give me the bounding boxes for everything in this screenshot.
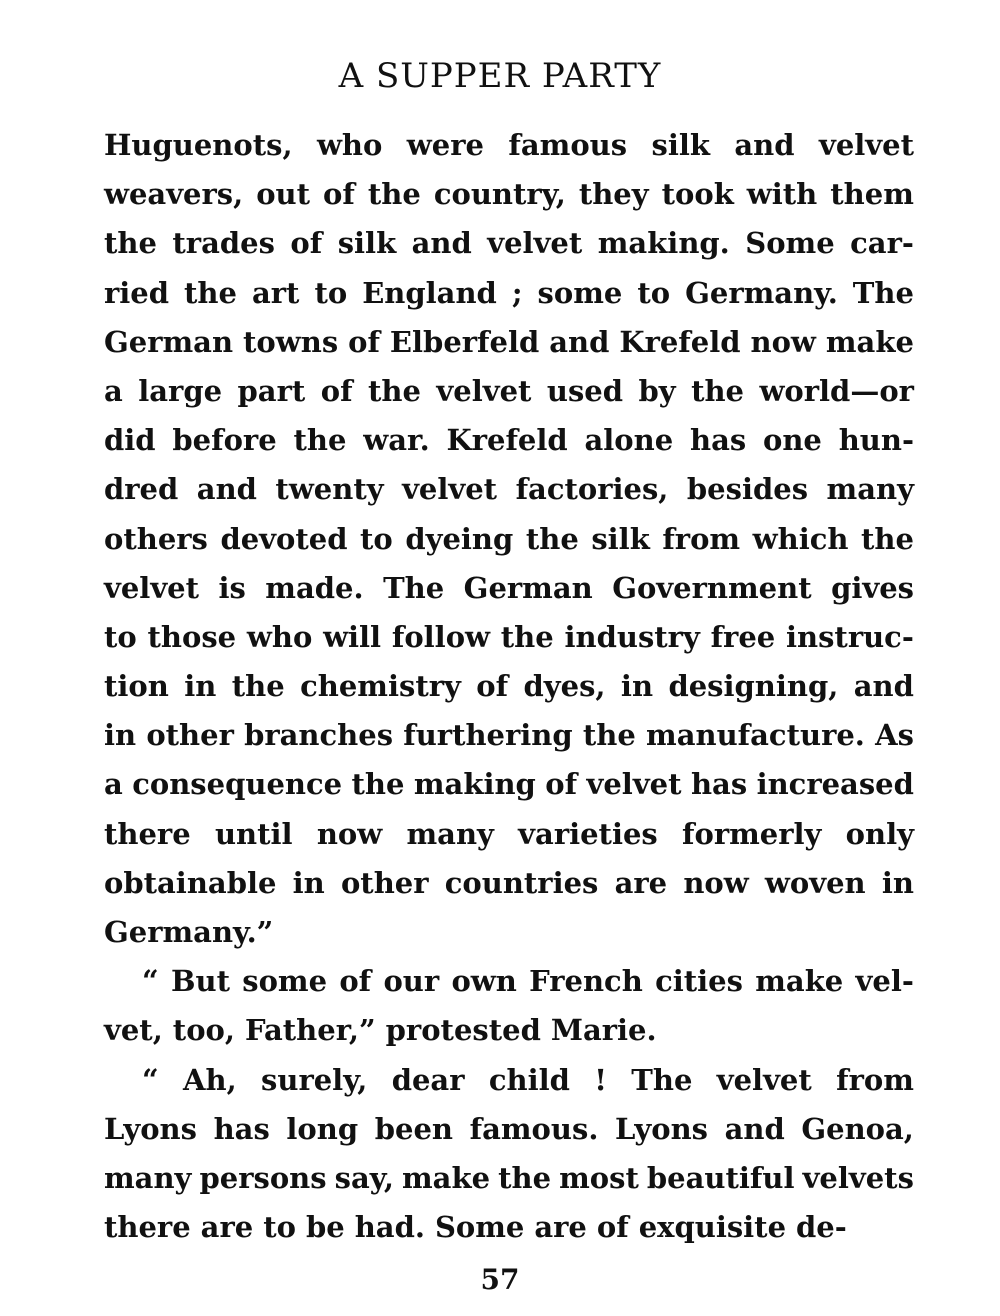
text-line: weavers, out of the country, they took with them [104, 177, 914, 212]
text-line: did before the war. Krefeld alone has one hun- [104, 423, 914, 458]
body-text [104, 121, 914, 1252]
running-title: A SUPPER PARTY [338, 56, 662, 96]
text-line: in other branches furthering the manufacture. As [104, 718, 914, 753]
text-line: vet, too, Father,” protested Marie. [104, 1013, 657, 1048]
text-line: obtainable in other countries are now woven in [104, 865, 914, 900]
text-line: tion in the chemistry of dyes, in designing, and [104, 669, 914, 704]
text-line: German towns of Elberfeld and Krefeld now make [104, 324, 914, 359]
text-line: ried the art to England ; some to Germany. The [104, 275, 914, 310]
text-line: there until now many varieties formerly only [104, 816, 914, 851]
text-line: the trades of silk and velvet making. Some car- [104, 226, 914, 261]
text-line: Germany.” [104, 915, 274, 949]
text-line: to those who will follow the industry free instruc- [104, 619, 914, 654]
text-line: Lyons has long been famous. Lyons and Genoa, [104, 1111, 914, 1146]
text-line: “ But some of our own French cities make vel- [142, 964, 914, 999]
text-line: a consequence the making of velvet has increased [104, 767, 914, 802]
text-line: there are to be had. Some are of exquisite de- [104, 1210, 847, 1245]
page-number: 57 [480, 1263, 520, 1296]
text-line: Huguenots, who were famous silk and velvet [104, 128, 914, 162]
text-line: many persons say, make the most beautiful velvets [104, 1160, 914, 1195]
text-line: “ Ah, surely, dear child ! The velvet from [142, 1062, 914, 1097]
text-line: dred and twenty velvet factories, besides many [104, 472, 914, 507]
text-line: a large part of the velvet used by the world—or [104, 373, 914, 408]
text-line: velvet is made. The German Government gives [104, 570, 914, 605]
text-line: others devoted to dyeing the silk from which the [104, 521, 914, 556]
